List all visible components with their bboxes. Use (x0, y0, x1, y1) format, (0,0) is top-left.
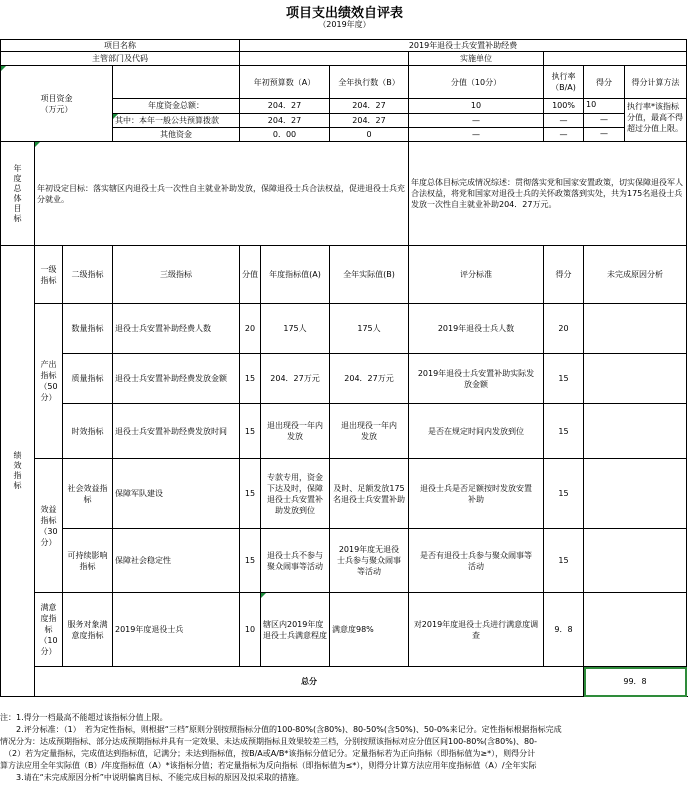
perf-header-l1: 一级指标 (35, 246, 63, 304)
page-subtitle: （2019年度） (318, 20, 371, 29)
note-line: 注：1.得分一档最高不能超过该指标分值上限。 (0, 713, 168, 722)
perf-row-l2: 可持续影响指标 (63, 529, 113, 593)
perf-row-weight: 15 (240, 404, 261, 459)
dept-label: 主管部门及代码 (1, 52, 240, 66)
funds-row-label: 其他资金 (113, 128, 240, 142)
funds-row-score[interactable]: 10 (584, 99, 624, 114)
perf-row-actual[interactable]: 退出现役一年内发放 (330, 404, 409, 459)
funds-header-rate: 执行率（B/A) (544, 66, 584, 99)
perf-row-weight: 15 (240, 354, 261, 404)
impl-value[interactable] (544, 52, 687, 66)
funds-row-score: — (600, 129, 608, 138)
funds-method-text: 执行率*该指标分值，最高不得超过分值上限。 (627, 102, 683, 133)
funds-row-label: 其中：本年一般公共预算拨款 (113, 113, 240, 128)
funds-row-rate[interactable]: 100% (544, 99, 584, 114)
goals-initial-text[interactable]: 年初设定目标：落实辖区内退役士兵一次性自主就业补助发放，保障退役士兵合法权益，促进退役士兵充分就业。 (35, 142, 409, 246)
perf-row-reason[interactable] (584, 404, 687, 459)
output-indicator-label: 产出指标（50分） (35, 304, 63, 459)
note-line: 算方法应用全年实际值（B）/年度指标值（A）*该指标分值；若定量指标为反向指标（即指标值为≤*），则得分计算方法应用年度指标值（A）/全年实际 (0, 761, 537, 770)
funds-header-score: 得分 (584, 66, 625, 98)
perf-header-weight: 分值 (240, 246, 261, 304)
perf-header-reason: 未完成原因分析 (584, 246, 687, 304)
perf-row-standard[interactable]: 2019年退役士兵人数 (409, 304, 544, 354)
funds-row-rate: — (544, 128, 584, 142)
perf-row-target[interactable]: 退出现役一年内发放 (261, 404, 330, 459)
perf-row-score[interactable]: 15 (544, 529, 584, 593)
perf-row-reason[interactable] (584, 593, 687, 667)
perf-row-reason[interactable] (584, 354, 687, 404)
perf-header-actual: 全年实际值(B) (330, 246, 409, 304)
funds-row-score: — (584, 114, 624, 128)
funds-row-label: 年度资金总额： (113, 99, 240, 114)
perf-header-score: 得分 (544, 246, 584, 304)
funds-row-b[interactable]: 204．27 (330, 99, 409, 114)
page-title: 项目支出绩效自评表 (285, 6, 403, 21)
goals-label: 年度总体目标 (1, 142, 35, 246)
satisfaction-indicator-label: 满意度指标（10分） (35, 593, 63, 667)
perf-row-l3[interactable]: 保障军队建设 (113, 459, 240, 529)
perf-row-l2: 服务对象满意度指标 (63, 593, 113, 667)
perf-row-actual[interactable]: 204．27万元 (330, 354, 409, 404)
perf-row-score[interactable]: 15 (544, 354, 584, 404)
funds-row-a[interactable]: 204．27 (240, 99, 330, 114)
perf-row-score[interactable]: 15 (544, 459, 584, 529)
perf-header-standard: 评分标准 (409, 246, 544, 304)
funds-row-a[interactable]: 204．27 (240, 113, 330, 128)
perf-row-target[interactable]: 204．27万元 (261, 354, 330, 404)
funds-label: 项目资金 （万元） (1, 66, 113, 142)
project-name-label: 项目名称 (1, 40, 240, 52)
notes (0, 712, 689, 784)
note-line: 情况分为：达成预期指标、部分达成预期指标并具有一定效果、未达成预期指标且效果较差三档，分别按照该指标对应分值区间100-80%(含80%)、80- (0, 737, 538, 746)
perf-row-l3[interactable]: 退役士兵安置补助经费发放时间 (113, 404, 240, 459)
benefit-indicator-label: 效益指标（30分） (35, 459, 63, 593)
funds-header-b: 全年执行数（B） (330, 66, 409, 99)
self-evaluation-table (0, 39, 687, 697)
perf-row-l3[interactable]: 保障社会稳定性 (113, 529, 240, 593)
perf-row-reason[interactable] (584, 304, 687, 354)
note-line: （2）若为定量指标，完成值达到指标值，记满分；未达到指标值，按B/A或A/B*该指标分值记分。定量指标若为正向指标（即指标值为≥*），则得分计 (0, 749, 536, 758)
perf-row-l2: 社会效益指标 (63, 459, 113, 529)
perf-label: 绩效指标 (1, 246, 35, 697)
perf-row-reason[interactable] (584, 529, 687, 593)
perf-row-standard[interactable]: 2019年退役士兵安置补助实际发放金额 (409, 354, 544, 404)
funds-row-weight: 10 (409, 99, 544, 114)
funds-header-weight: 分值（10分） (409, 66, 544, 99)
perf-row-score[interactable]: 9．8 (544, 593, 584, 667)
goals-achieved-text[interactable]: 年度总体目标完成情况综述：贯彻落实党和国家安置政策，切实保障退役军人合法权益，将党和国家对退役士兵的关怀政策落到实处，共为175名退役士兵发放一次性自主就业补助204．27万元。 (409, 142, 687, 246)
perf-row-target[interactable]: 175人 (261, 304, 330, 354)
perf-header-target: 年度指标值(A) (261, 246, 330, 304)
note-line: 2.评分标准：（1） 若为定性指标，则根据“三档”原则分别按照指标分值的100-80%(含80%)、80-50%(含50%)、50-0%来记分。定性指标根据指标完成 (0, 725, 562, 734)
perf-row-standard[interactable]: 是否在规定时间内发放到位 (409, 404, 544, 459)
perf-header-l2: 二级指标 (63, 246, 113, 304)
funds-header-a: 年初预算数（A） (240, 66, 330, 99)
total-score[interactable]: 99．8 (584, 667, 687, 697)
perf-row-actual[interactable]: 2019年度无退役士兵参与聚众闹事等活动 (330, 529, 409, 593)
perf-header-l3: 三级指标 (113, 246, 240, 304)
dept-value[interactable] (240, 52, 409, 66)
perf-row-actual[interactable]: 175人 (330, 304, 409, 354)
note-line: 3.请在“未完成原因分析”中说明偏离目标、不能完成目标的原因及拟采取的措施。 (0, 773, 304, 782)
perf-row-actual[interactable]: 及时、足额发放175名退役士兵安置补助 (330, 459, 409, 529)
perf-row-weight: 15 (240, 459, 261, 529)
funds-row-weight: — (409, 113, 544, 128)
perf-row-target[interactable]: 专款专用，资金下达及时，保障退役士兵安置补助发放到位 (261, 459, 330, 529)
funds-row-a[interactable]: 0．00 (240, 128, 330, 142)
funds-row-rate: — (544, 113, 584, 128)
funds-row-b[interactable]: 0 (330, 128, 409, 142)
perf-row-l2: 质量指标 (63, 354, 113, 404)
perf-row-target[interactable]: 辖区内2019年度退役士兵满意程度 (261, 593, 330, 667)
perf-row-standard[interactable]: 是否有退役士兵参与聚众闹事等活动 (409, 529, 544, 593)
perf-row-weight: 15 (240, 529, 261, 593)
perf-row-score[interactable]: 15 (544, 404, 584, 459)
perf-row-l3[interactable]: 退役士兵安置补助经费发放金额 (113, 354, 240, 404)
perf-row-l3[interactable]: 2019年度退役士兵 (113, 593, 240, 667)
total-label: 总分 (35, 667, 584, 697)
funds-row-weight: — (409, 128, 544, 142)
perf-row-standard[interactable]: 退役士兵是否足额按时发放安置补助 (409, 459, 544, 529)
perf-row-l2: 数量指标 (63, 304, 113, 354)
perf-row-reason[interactable] (584, 459, 687, 529)
perf-row-weight: 10 (240, 593, 261, 667)
project-name-value[interactable]: 2019年退役士兵安置补助经费 (240, 40, 687, 52)
impl-label: 实施单位 (409, 52, 544, 66)
funds-row-b[interactable]: 204．27 (330, 113, 409, 128)
perf-row-l2: 时效指标 (63, 404, 113, 459)
funds-header-method: 得分计算方法 (631, 77, 680, 87)
perf-row-standard[interactable]: 对2019年度退役士兵进行满意度调查 (409, 593, 544, 667)
perf-row-actual[interactable]: 满意度98% (330, 593, 409, 667)
perf-row-target[interactable]: 退役士兵不参与聚众闹事等活动 (261, 529, 330, 593)
perf-row-score[interactable]: 20 (544, 304, 584, 354)
perf-row-weight: 20 (240, 304, 261, 354)
perf-row-l3[interactable]: 退役士兵安置补助经费人数 (113, 304, 240, 354)
funds-subheader (113, 66, 240, 99)
